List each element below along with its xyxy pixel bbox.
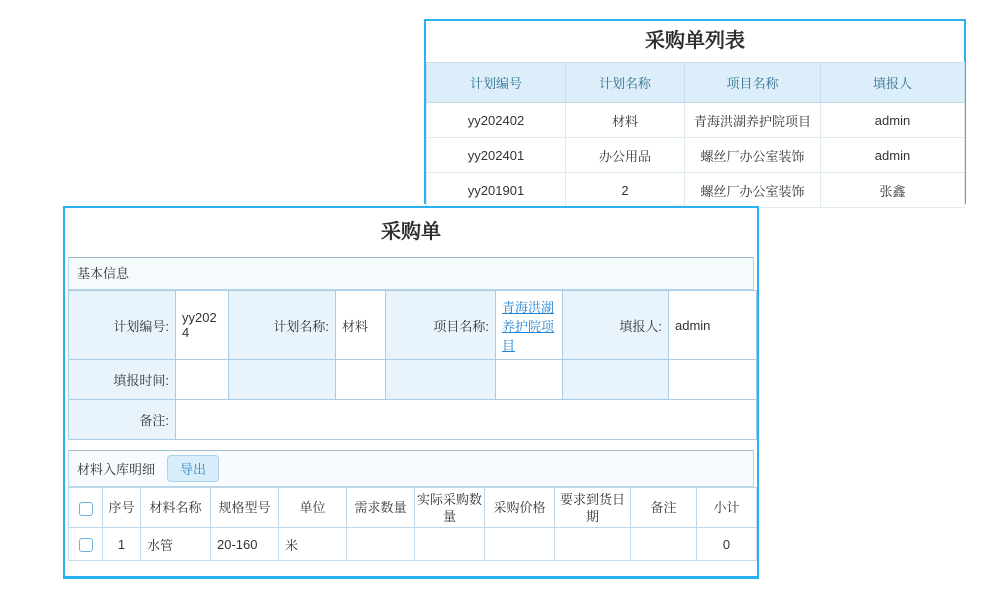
fill-time-row xyxy=(69,360,757,400)
empty-cell xyxy=(669,360,757,400)
cell-plan-no: yy202402 xyxy=(427,103,566,138)
cell-due-date xyxy=(555,528,631,561)
col-unit: 单位 xyxy=(279,488,347,528)
cell-plan-no: yy202401 xyxy=(427,138,566,173)
row-select-cell xyxy=(69,528,103,561)
detail-row xyxy=(69,528,757,561)
material-detail-table xyxy=(68,487,757,561)
remark-row xyxy=(69,400,757,440)
purchase-list-title: 采购单列表 xyxy=(645,30,745,52)
col-demand-qty: 需求数量 xyxy=(347,488,415,528)
purchase-row[interactable] xyxy=(427,173,965,208)
purchase-list-header-row xyxy=(427,63,965,103)
col-reporter: 填报人 xyxy=(821,63,965,103)
purchase-form-panel xyxy=(63,206,759,579)
col-remark: 备注 xyxy=(631,488,697,528)
empty-cell xyxy=(496,360,563,400)
plan-name-label: 计划名称: xyxy=(229,291,336,360)
cell-project-name: 螺丝厂办公室装饰 xyxy=(685,173,821,208)
plan-no-label: 计划编号: xyxy=(69,291,176,360)
cell-seq: 1 xyxy=(103,528,141,561)
cell-reporter: admin xyxy=(821,138,965,173)
select-all-cell xyxy=(69,488,103,528)
empty-cell xyxy=(336,360,386,400)
col-seq: 序号 xyxy=(103,488,141,528)
project-link[interactable]: 青海洪湖养护院项目 xyxy=(502,299,555,353)
remark-value xyxy=(176,400,757,440)
cell-reporter: 张鑫 xyxy=(821,173,965,208)
cell-reporter: admin xyxy=(821,103,965,138)
basic-info-table xyxy=(68,290,757,440)
purchase-row[interactable] xyxy=(427,103,965,138)
fill-time-value xyxy=(176,360,229,400)
cell-plan-name: 2 xyxy=(566,173,685,208)
material-detail-section-header xyxy=(68,450,754,487)
col-actual-qty: 实际采购数量 xyxy=(415,488,485,528)
basic-info-row xyxy=(69,291,757,360)
plan-name-value: 材料 xyxy=(336,291,386,360)
cell-demand-qty xyxy=(347,528,415,561)
row-checkbox[interactable] xyxy=(79,538,93,552)
purchase-row[interactable] xyxy=(427,138,965,173)
cell-subtotal: 0 xyxy=(697,528,757,561)
purchase-list-table xyxy=(426,62,965,208)
cell-material-name: 水管 xyxy=(141,528,211,561)
col-project-name: 项目名称 xyxy=(685,63,821,103)
select-all-checkbox[interactable] xyxy=(79,502,93,516)
cell-price xyxy=(485,528,555,561)
detail-header-row xyxy=(69,488,757,528)
empty-cell xyxy=(386,360,496,400)
basic-info-section-header: 基本信息 xyxy=(68,257,754,290)
empty-cell xyxy=(229,360,336,400)
cell-project-name: 青海洪湖养护院项目 xyxy=(685,103,821,138)
col-due-date: 要求到货日期 xyxy=(555,488,631,528)
cell-project-name: 螺丝厂办公室装饰 xyxy=(685,138,821,173)
col-plan-name: 计划名称 xyxy=(566,63,685,103)
col-plan-no: 计划编号 xyxy=(427,63,566,103)
col-spec-model: 规格型号 xyxy=(211,488,279,528)
reporter-value: admin xyxy=(669,291,757,360)
project-name-label: 项目名称: xyxy=(386,291,496,360)
cell-unit: 米 xyxy=(279,528,347,561)
remark-label: 备注: xyxy=(69,400,176,440)
purchase-form-title: 采购单 xyxy=(381,221,441,243)
cell-plan-name: 办公用品 xyxy=(566,138,685,173)
plan-no-value: yy2024 xyxy=(176,291,229,360)
reporter-label: 填报人: xyxy=(563,291,669,360)
export-button[interactable]: 导出 xyxy=(167,455,219,482)
material-detail-title: 材料入库明细 xyxy=(77,462,156,477)
col-price: 采购价格 xyxy=(485,488,555,528)
cell-actual-qty xyxy=(415,528,485,561)
cell-remark xyxy=(631,528,697,561)
cell-spec-model: 20-160 xyxy=(211,528,279,561)
fill-time-label: 填报时间: xyxy=(69,360,176,400)
col-material-name: 材料名称 xyxy=(141,488,211,528)
cell-plan-no: yy201901 xyxy=(427,173,566,208)
cell-plan-name: 材料 xyxy=(566,103,685,138)
project-name-cell xyxy=(496,291,563,360)
purchase-list-panel xyxy=(424,19,966,204)
col-subtotal: 小计 xyxy=(697,488,757,528)
empty-cell xyxy=(563,360,669,400)
